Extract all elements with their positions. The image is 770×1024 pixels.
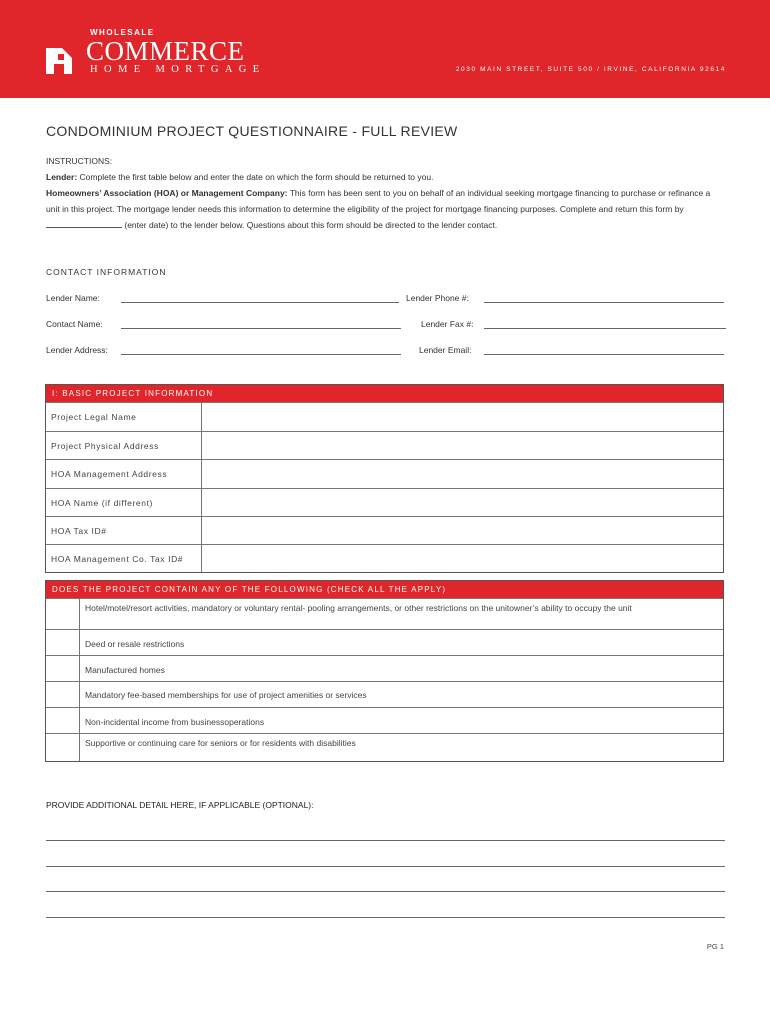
hoa-management-address-label: HOA Management Address bbox=[46, 460, 202, 488]
project-features-table bbox=[45, 580, 724, 762]
table-row bbox=[46, 598, 723, 629]
table-row bbox=[46, 459, 723, 488]
hoa-tax-id-field[interactable] bbox=[202, 517, 723, 544]
hoa-name-label: HOA Name (if different) bbox=[46, 489, 202, 516]
project-physical-address-label: Project Physical Address bbox=[46, 432, 202, 459]
lender-phone-label: Lender Phone #: bbox=[406, 293, 469, 303]
project-physical-address-field[interactable] bbox=[202, 432, 723, 459]
instructions-block bbox=[46, 153, 726, 233]
lender-phone-field[interactable] bbox=[484, 302, 724, 303]
additional-detail-line-1[interactable] bbox=[46, 840, 725, 841]
checkbox-deed-restrictions[interactable] bbox=[46, 630, 80, 655]
page-title: CONDOMINIUM PROJECT QUESTIONNAIRE - FULL REVIEW bbox=[46, 123, 458, 139]
checkbox-supportive-care[interactable] bbox=[46, 734, 80, 761]
table-row bbox=[46, 707, 723, 733]
lender-name-label: Lender Name: bbox=[46, 293, 100, 303]
hoa-tax-id-label: HOA Tax ID# bbox=[46, 517, 202, 544]
additional-detail-line-2[interactable] bbox=[46, 866, 725, 867]
basic-project-info-heading: I: BASIC PROJECT INFORMATION bbox=[46, 385, 723, 402]
return-date-field[interactable] bbox=[46, 218, 122, 228]
additional-detail-heading: PROVIDE ADDITIONAL DETAIL HERE, IF APPLICABLE (OPTIONAL): bbox=[46, 800, 314, 810]
company-address: 2030 MAIN STREET, SUITE 500 / IRVINE, CALIFORNIA 92614 bbox=[455, 66, 726, 73]
logo-home-mortgage: HOME MORTGAGE bbox=[90, 64, 266, 75]
table-row bbox=[46, 681, 723, 707]
hoa-instructions-label: Homeowners’ Association (HOA) or Management Company: bbox=[46, 188, 288, 198]
additional-detail-line-3[interactable] bbox=[46, 891, 725, 892]
deed-restrictions-text: Deed or resale restrictions bbox=[85, 639, 185, 649]
table-row bbox=[46, 402, 723, 431]
table-row bbox=[46, 655, 723, 681]
lender-instructions-text: Complete the first table below and enter the date on which the form should be returned to you. bbox=[79, 172, 434, 182]
basic-project-info-table bbox=[45, 384, 724, 573]
lender-fax-label: Lender Fax #: bbox=[421, 319, 474, 329]
page-number: PG 1 bbox=[706, 942, 724, 951]
table-row bbox=[46, 516, 723, 544]
checkbox-mandatory-memberships[interactable] bbox=[46, 682, 80, 707]
lender-instructions-label: Lender: bbox=[46, 172, 78, 182]
lender-instructions bbox=[46, 169, 726, 185]
table-row bbox=[46, 629, 723, 655]
checkbox-hotel-rental[interactable] bbox=[46, 599, 80, 629]
lender-email-field[interactable] bbox=[484, 354, 724, 355]
supportive-care-text: Supportive or continuing care for seniors or for residents with disabilities bbox=[85, 738, 356, 748]
hoa-instructions bbox=[46, 185, 726, 233]
house-logo-icon bbox=[44, 44, 74, 74]
logo-wholesale: WHOLESALE bbox=[90, 28, 155, 37]
table-row bbox=[46, 733, 723, 761]
project-features-heading: DOES THE PROJECT CONTAIN ANY OF THE FOLLOWING (CHECK ALL THE APPLY) bbox=[46, 581, 723, 598]
contact-name-field[interactable] bbox=[121, 328, 401, 329]
table-row bbox=[46, 488, 723, 516]
table-row bbox=[46, 544, 723, 572]
hoa-name-field[interactable] bbox=[202, 489, 723, 516]
lender-address-label: Lender Address: bbox=[46, 345, 108, 355]
mandatory-memberships-text: Mandatory fee-based memberships for use of project amenities or services bbox=[85, 690, 367, 700]
lender-name-field[interactable] bbox=[121, 302, 399, 303]
hoa-management-tax-id-label: HOA Management Co. Tax ID# bbox=[46, 545, 202, 572]
business-income-text: Non-incidental income from businessoperations bbox=[85, 717, 265, 727]
contact-section-heading: CONTACT INFORMATION bbox=[46, 267, 167, 277]
lender-address-field[interactable] bbox=[121, 354, 401, 355]
checkbox-business-income[interactable] bbox=[46, 708, 80, 733]
logo-commerce: COMMERCE bbox=[86, 36, 245, 66]
project-legal-name-label: Project Legal Name bbox=[46, 403, 202, 431]
manufactured-homes-text: Manufactured homes bbox=[85, 665, 165, 675]
table-row bbox=[46, 431, 723, 459]
hoa-management-address-field[interactable] bbox=[202, 460, 723, 488]
contact-name-label: Contact Name: bbox=[46, 319, 103, 329]
hoa-instructions-text-1: This form has been sent to you on behalf of an individual seeking mortgage financing to purchase or refinance a unit in this project. The mortgage lender needs this information to determine the eligibility of the project for mortgage financing purposes. Complete and return this form by bbox=[46, 188, 711, 214]
hoa-instructions-text-2: (enter date) to the lender below. Questions about this form should be directed to the lender contact. bbox=[124, 220, 498, 230]
project-legal-name-field[interactable] bbox=[202, 403, 723, 431]
lender-fax-field[interactable] bbox=[484, 328, 726, 329]
lender-email-label: Lender Email: bbox=[419, 345, 472, 355]
hotel-rental-text: Hotel/motel/resort activities, mandatory or voluntary rental- pooling arrangements, or other restrictions on the unitowner’s ability to occupy the unit bbox=[85, 603, 632, 613]
additional-detail-line-4[interactable] bbox=[46, 917, 725, 918]
page-header bbox=[0, 0, 770, 98]
hoa-management-tax-id-field[interactable] bbox=[202, 545, 723, 572]
instructions-heading: INSTRUCTIONS: bbox=[46, 156, 113, 166]
checkbox-manufactured-homes[interactable] bbox=[46, 656, 80, 681]
